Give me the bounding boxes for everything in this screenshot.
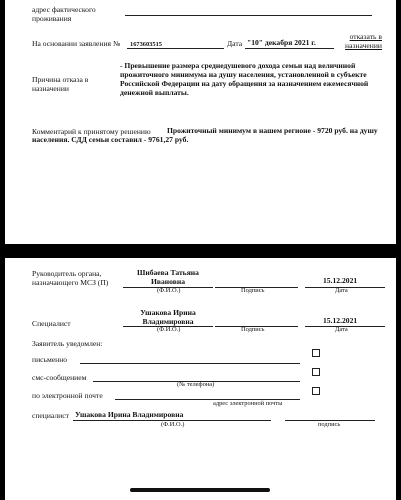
bottom-specialist-name: Ушакова Ирина Владимировна bbox=[75, 410, 184, 419]
date-value: "10" декабря 2021 г. bbox=[247, 38, 316, 47]
sms-label: смс-сообщением bbox=[32, 373, 87, 382]
head-label: Руководитель органа, назначающего МСЗ (П) bbox=[32, 269, 109, 287]
specialist-signature-caption: Подпись bbox=[241, 326, 265, 333]
basis-label: На основании заявления № bbox=[32, 39, 121, 48]
sms-checkbox[interactable] bbox=[312, 368, 320, 376]
application-number-line bbox=[127, 48, 224, 49]
bottom-fio-caption: (Ф.И.О.) bbox=[161, 421, 185, 428]
comment-label: Комментарий к принятому решению bbox=[32, 127, 151, 136]
head-signature-caption: Подпись bbox=[241, 287, 265, 294]
head-date: 15.12.2021 bbox=[323, 276, 358, 285]
head-date-caption: Дата bbox=[335, 287, 348, 294]
specialist-name: Ушакова Ирина Владимировна bbox=[140, 308, 196, 326]
address-line bbox=[125, 15, 372, 16]
application-number: 1673603515 bbox=[130, 41, 162, 48]
specialist-label: Специалист bbox=[32, 319, 71, 328]
date-label: Дата bbox=[227, 39, 243, 48]
specialist-date-caption: Дата bbox=[335, 326, 348, 333]
written-checkbox[interactable] bbox=[312, 349, 320, 357]
notified-label: Заявитель уведомлен: bbox=[32, 339, 103, 348]
decision-value: отказать в назначении bbox=[345, 32, 382, 50]
reason-label: Причина отказа в назначении bbox=[32, 75, 89, 93]
address-label: адрес фактического проживания bbox=[32, 5, 96, 23]
bottom-specialist-label: специалист bbox=[32, 411, 69, 420]
email-checkbox[interactable] bbox=[312, 387, 320, 395]
comment-text: Прожиточный минимум в нашем регионе - 9720 руб. на душу населения. СДД семьи составил - 9761,27 руб. bbox=[32, 126, 378, 144]
bottom-signature-caption: подпись bbox=[318, 421, 341, 428]
home-indicator[interactable] bbox=[130, 488, 270, 492]
head-fio-caption: (Ф.И.О.) bbox=[157, 287, 181, 294]
date-line bbox=[245, 48, 334, 49]
phone-caption: (№ телефона) bbox=[177, 381, 215, 388]
written-line bbox=[80, 363, 300, 364]
specialist-date: 15.12.2021 bbox=[323, 316, 358, 325]
document-page-2 bbox=[5, 258, 396, 500]
specialist-fio-caption: (Ф.И.О.) bbox=[157, 326, 181, 333]
reason-text: - Превышение размера среднедушевого дохода семьи над величиной прожиточного минимума на душу населения, установленной в субъекте Российской Федерации на дату обращения за назначением ежемесячной денежной выплаты. bbox=[120, 61, 369, 97]
email-caption: адрес электронной почты bbox=[213, 400, 283, 407]
document-page-1 bbox=[5, 0, 396, 244]
email-label: по электронной почте bbox=[32, 391, 103, 400]
written-label: письменно bbox=[32, 355, 68, 364]
head-name: Шибаева Татьяна Ивановна bbox=[137, 268, 199, 286]
